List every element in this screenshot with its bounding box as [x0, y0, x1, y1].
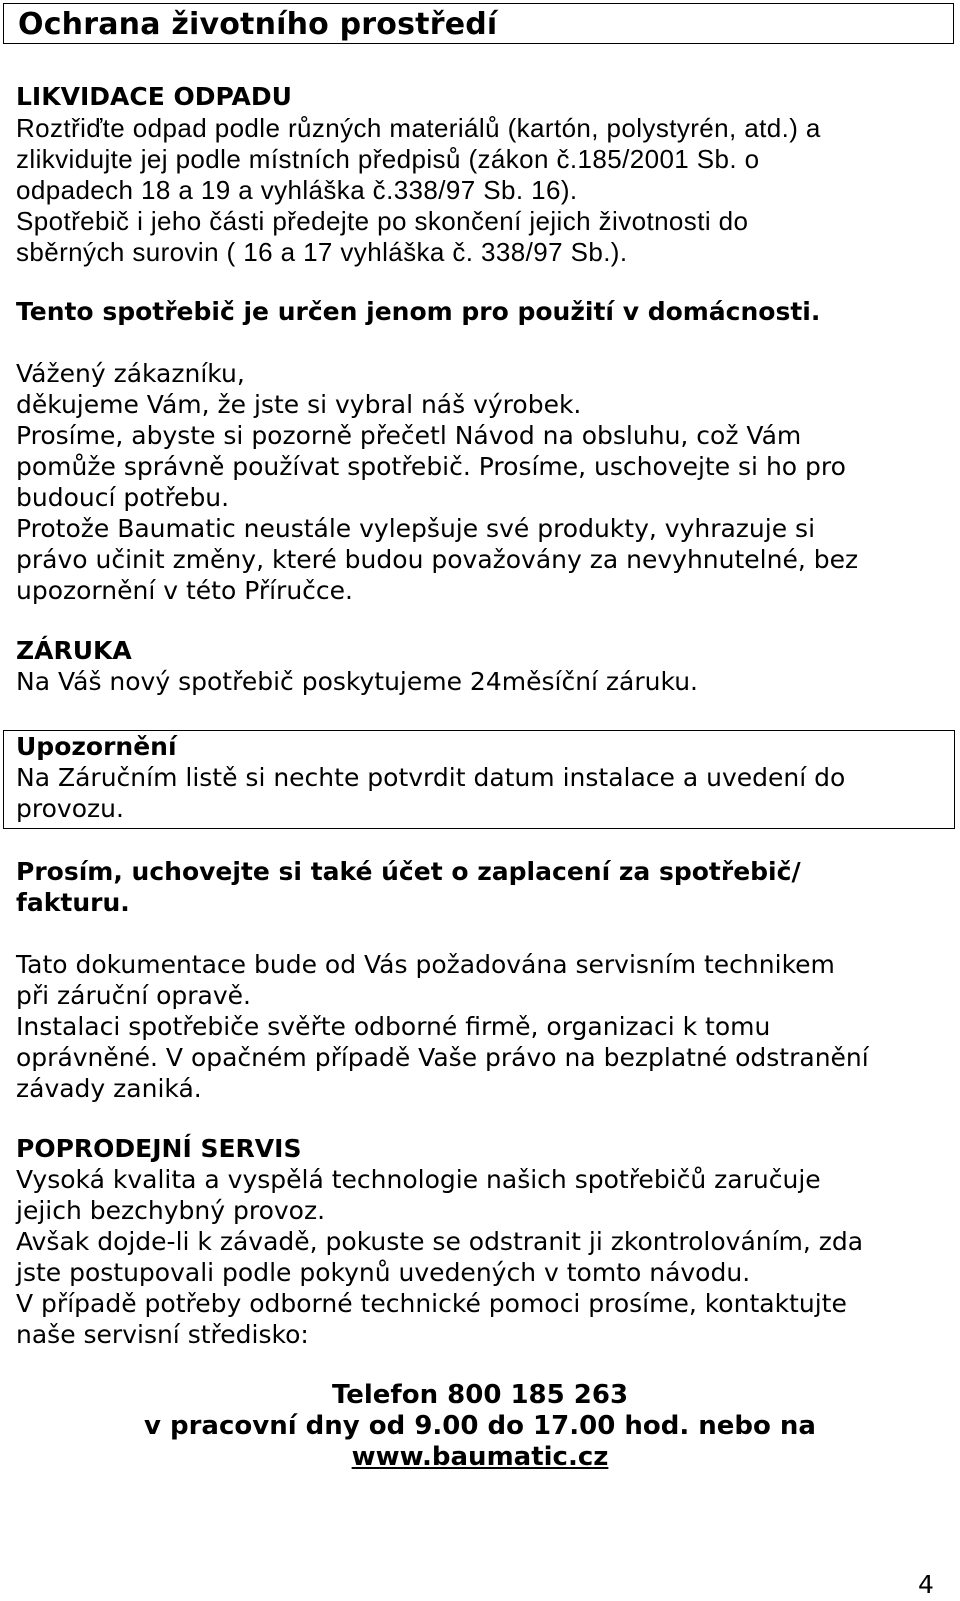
invoice-note-line: Prosím, uchovejte si také účet o zaplacení za spotřebič/ — [16, 857, 801, 886]
greeting-line: budoucí potřebu. — [16, 483, 230, 512]
servis-line: V případě potřeby odborné technické pomoci prosíme, kontaktujte — [16, 1289, 847, 1318]
servis-heading: POPRODEJNÍ SERVIS — [16, 1134, 302, 1163]
servis-line: Avšak dojde-li k závadě, pokuste se odstranit ji zkontrolováním, zda — [16, 1227, 864, 1256]
servis-line: Vysoká kvalita a vyspělá technologie našich spotřebičů zaručuje — [16, 1165, 821, 1194]
likvidace-heading: LIKVIDACE ODPADU — [16, 82, 292, 111]
servis-line: naše servisní středisko: — [16, 1320, 309, 1349]
likvidace-line: Roztřiďte odpad podle různých materiálů (kartón, polystyrén, atd.) a — [16, 113, 821, 143]
documentation-line: při záruční opravě. — [16, 981, 251, 1010]
likvidace-line: Spotřebič i jeho části předejte po skončení jejich životnosti do — [16, 206, 749, 236]
servis-line: jste postupovali podle pokynů uvedených v tomto návodu. — [16, 1258, 751, 1287]
greeting-line: Protože Baumatic neustále vylepšuje své produkty, vyhrazuje si — [16, 514, 816, 543]
contact-phone: Telefon 800 185 263 — [331, 1380, 629, 1410]
page-number: 4 — [918, 1570, 934, 1599]
greeting-line: právo učinit změny, které budou považovány za nevyhnutelné, bez — [16, 545, 859, 574]
upozorneni-heading: Upozornění — [16, 732, 177, 761]
documentation-line: oprávněné. V opačném případě Vaše právo na bezplatné odstranění — [16, 1043, 869, 1072]
section-title-box — [3, 3, 954, 44]
contact-hours: v pracovní dny od 9.00 do 17.00 hod. nebo na — [144, 1411, 816, 1441]
servis-line: jejich bezchybný provoz. — [16, 1196, 326, 1225]
zaruka-heading: ZÁRUKA — [16, 636, 132, 665]
documentation-line: závady zaniká. — [16, 1074, 202, 1103]
likvidace-line: sběrných surovin ( 16 a 17 vyhláška č. 338/97 Sb.). — [16, 237, 628, 267]
zaruka-text: Na Váš nový spotřebič poskytujeme 24měsíční záruku. — [16, 667, 698, 696]
greeting-line: upozornění v této Příručce. — [16, 576, 353, 605]
contact-web-row — [0, 1444, 960, 1470]
website-link[interactable]: www.baumatic.cz — [351, 1442, 609, 1472]
upozorneni-line: provozu. — [16, 794, 124, 823]
upozorneni-line: Na Záručním listě si nechte potvrdit datum instalace a uvedení do — [16, 763, 846, 792]
greeting-line: děkujeme Vám, že jste si vybral náš výrobek. — [16, 390, 582, 419]
greeting-line: pomůže správně používat spotřebič. Prosíme, uschovejte si ho pro — [16, 452, 846, 481]
invoice-note-line: fakturu. — [16, 888, 130, 917]
greeting-line: Vážený zákazníku, — [16, 359, 245, 388]
likvidace-line: odpadech 18 a 19 a vyhláška č.338/97 Sb. 16). — [16, 175, 578, 205]
documentation-line: Tato dokumentace bude od Vás požadována servisním technikem — [16, 950, 835, 979]
greeting-line: Prosíme, abyste si pozorně přečetl Návod na obsluhu, což Vám — [16, 421, 802, 450]
page-title: Ochrana životního prostředí — [18, 7, 498, 42]
documentation-line: Instalaci spotřebiče svěřte odborné firmě, organizaci k tomu — [16, 1012, 771, 1041]
likvidace-line: zlikvidujte jej podle místních předpisů (zákon č.185/2001 Sb. o — [16, 144, 760, 174]
household-note: Tento spotřebič je určen jenom pro použití v domácnosti. — [16, 297, 821, 326]
